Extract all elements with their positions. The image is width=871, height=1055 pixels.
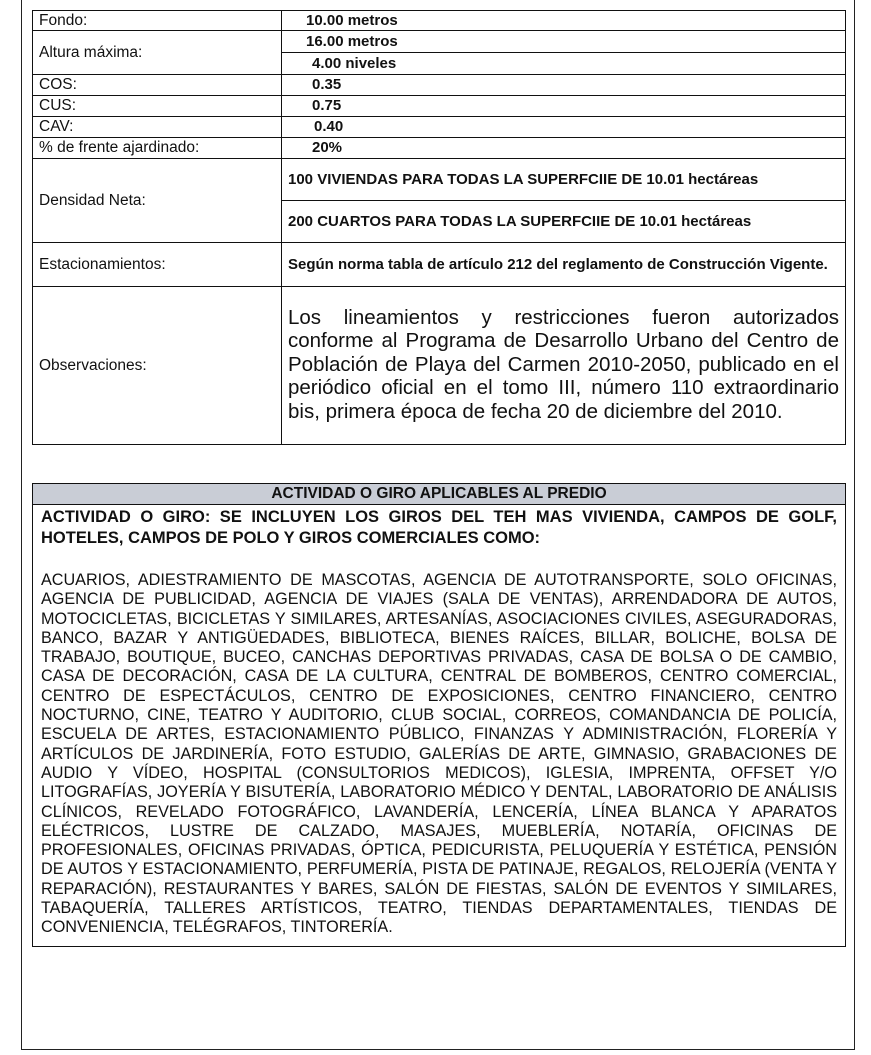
value-altura-niveles-text: 4.00 niveles bbox=[312, 54, 397, 72]
label-densidad: Densidad Neta: bbox=[33, 159, 282, 243]
value-cav bbox=[282, 117, 846, 138]
label-observaciones: Observaciones: bbox=[33, 287, 282, 445]
value-fondo bbox=[282, 11, 846, 31]
document-page bbox=[21, 0, 855, 1050]
value-cos bbox=[282, 75, 846, 96]
row-densidad-1 bbox=[33, 159, 846, 201]
row-altura-1 bbox=[33, 31, 846, 53]
activity-list: ACUARIOS, ADIESTRAMIENTO DE MASCOTAS, AGENCIA DE AUTOTRANSPORTE, SOLO OFICINAS, AGENCIA DE PUBLICIDAD, AGENCIA DE VIAJES (SALA DE VENTAS), ARRENDADORA DE AUTOS, MOTOCICLETAS, BICICLETAS Y SIMILARES, ARTESANÍAS, ASOCIACIONES CIVILES, ASEGURADORAS, BANCO, BAZAR Y ANTIGÜEDADES, BIBLIOTECA, BIENES RAÍCES, BILLAR, BOLICHE, BOLSA DE TRABAJO, BOUTIQUE, BUCEO, CANCHAS DEPORTIVAS PRIVADAS, CASA DE BOLSA O DE CAMBIO, CASA DE DECORACIÓN, CASA DE LA CULTURA, CENTRAL DE BOMBEROS, CENTRO COMERCIAL, CENTRO DE ESPECTÁCULOS, CENTRO DE EXPOSICIONES, CENTRO FINANCIERO, CENTRO NOCTURNO, CINE, TEATRO Y AUDITORIO, CLUB SOCIAL, CORREOS, COMANDANCIA DE POLICÍA, ESCUELA DE ARTES, ESTACIONAMIENTO PÚBLICO, FINANZAS Y ADMINISTRACIÓN, FLORERÍA Y ARTÍCULOS DE JARDINERÍA, FOTO ESTUDIO, GALERÍAS DE ARTE, GIMNASIO, GRABACIONES DE AUDIO Y VÍDEO, HOSPITAL (CONSULTORIOS MEDICOS), IGLESIA, IMPRENTA, OFFSET Y/O LITOGRAFÍAS, JOYERÍA Y BISUTERÍA, LABORATORIO MÉDICO Y DENTAL, LABORATORIO DE ANÁLISIS CLÍNICOS, REVELADO FOTOGRÁFICO, LAVANDERÍA, LENCERÍA, LÍNEA BLANCA Y APARATOS ELÉCTRICOS, LUSTRE DE CALZADO, MASAJES, MUEBLERÍA, NOTARÍA, OFICINAS DE PROFESIONALES, OFICINAS PRIVADAS, ÓPTICA, PEDICURISTA, PELUQUERÍA Y ESTÉTICA, PENSIÓN DE AUTOS Y ESTACIONAMIENTO, PERFUMERÍA, PISTA DE PATINAJE, REGALOS, RELOJERÍA (VENTA Y REPARACIÓN), RESTAURANTES Y BARES, SALÓN DE FIESTAS, SALÓN DE EVENTOS Y SIMILARES, TABAQUERÍA, TALLERES ARTÍSTICOS, TEATRO, TIENDAS DEPARTAMENTALES, TIENDAS DE CONVENIENCIA, TELÉGRAFOS, TINTORERÍA. bbox=[41, 571, 837, 937]
row-observaciones bbox=[33, 287, 846, 445]
value-observaciones: Los lineamientos y restricciones fueron autorizados conforme al Programa de Desarrollo Urbano del Centro de Población de Playa del Carmen 2010-2050, publicado en el periódico oficial en el tomo III, número 110 extraordinario bis, primera época de fecha 20 de diciembre del 2010. bbox=[282, 287, 846, 445]
value-cos-text: 0.35 bbox=[312, 76, 342, 93]
row-cos bbox=[33, 75, 846, 96]
value-frente bbox=[282, 138, 846, 159]
parameters-table bbox=[32, 10, 846, 445]
row-frente bbox=[33, 138, 846, 159]
value-altura-niveles bbox=[282, 53, 846, 75]
value-cus-text: 0.75 bbox=[312, 97, 342, 114]
value-densidad-cuartos: 200 CUARTOS PARA TODAS LA SUPERFCIIE DE 10.01 hectáreas bbox=[282, 201, 846, 243]
value-altura-metros-text: 16.00 metros bbox=[306, 32, 398, 50]
value-fondo-text: 10.00 metros bbox=[306, 11, 398, 29]
label-estacionamientos: Estacionamientos: bbox=[33, 243, 282, 287]
row-cus bbox=[33, 96, 846, 117]
label-frente: % de frente ajardinado: bbox=[33, 138, 282, 159]
label-altura: Altura máxima: bbox=[33, 31, 282, 75]
value-densidad-viviendas: 100 VIVIENDAS PARA TODAS LA SUPERFCIIE DE 10.01 hectáreas bbox=[282, 159, 846, 201]
activity-header: ACTIVIDAD O GIRO APLICABLES AL PREDIO bbox=[33, 484, 845, 505]
label-cus: CUS: bbox=[33, 96, 282, 117]
label-cav: CAV: bbox=[33, 117, 282, 138]
row-cav bbox=[33, 117, 846, 138]
value-cav-text: 0.40 bbox=[314, 118, 344, 135]
value-frente-text: 20% bbox=[312, 139, 343, 156]
label-cos: COS: bbox=[33, 75, 282, 96]
row-estacionamientos bbox=[33, 243, 846, 287]
value-estacionamientos: Según norma tabla de artículo 212 del reglamento de Construcción Vigente. bbox=[282, 243, 846, 287]
row-fondo bbox=[33, 11, 846, 31]
value-altura-metros bbox=[282, 31, 846, 53]
activity-intro: ACTIVIDAD O GIRO: SE INCLUYEN LOS GIROS DEL TEH MAS VIVIENDA, CAMPOS DE GOLF, HOTELES, CAMPOS DE POLO Y GIROS COMERCIALES COMO: bbox=[41, 508, 837, 547]
label-fondo: Fondo: bbox=[33, 11, 282, 31]
value-cus bbox=[282, 96, 846, 117]
activity-section bbox=[32, 483, 846, 947]
